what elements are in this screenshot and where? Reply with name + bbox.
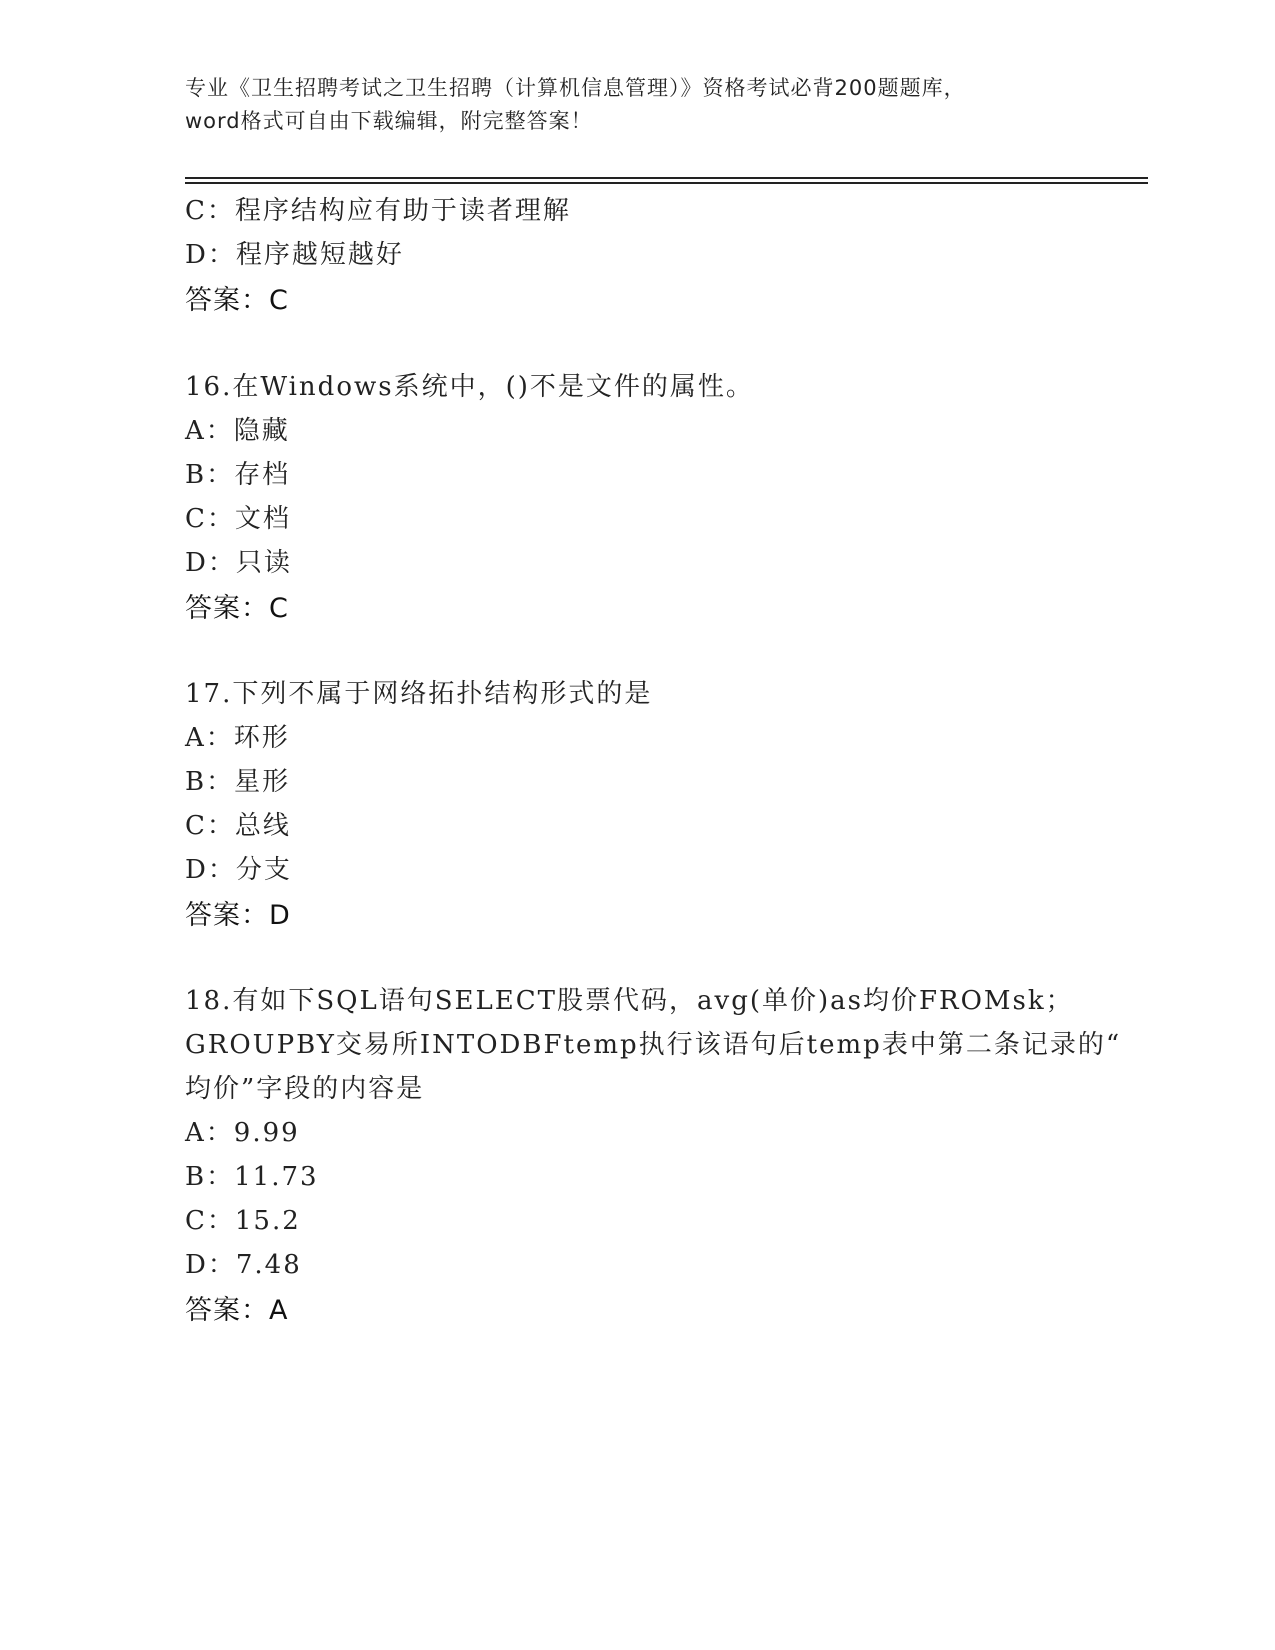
header-title-line-2: word格式可自由下载编辑，附完整答案！ bbox=[185, 109, 593, 133]
q16-option-b: B：存档 bbox=[185, 460, 291, 490]
q18-question-line-1: 18.有如下SQL语句SELECT股票代码，avg(单价)as均价FROMsk； bbox=[185, 986, 1074, 1016]
header-divider-top bbox=[185, 177, 1148, 179]
q18-option-c: C：15.2 bbox=[185, 1206, 301, 1236]
q18-option-b: B：11.73 bbox=[185, 1162, 319, 1192]
q18-option-a: A：9.99 bbox=[185, 1118, 300, 1148]
q18-answer: 答案：A bbox=[185, 1295, 289, 1326]
q17-answer: 答案：D bbox=[185, 900, 291, 931]
q15-answer: 答案：C bbox=[185, 285, 289, 316]
q16-option-d: D：只读 bbox=[185, 548, 292, 578]
document-header bbox=[185, 72, 1085, 138]
q17-question: 17.下列不属于网络拓扑结构形式的是 bbox=[185, 679, 653, 709]
q18-question-line-2: GROUPBY交易所INTODBFtemp执行该语句后temp表中第二条记录的“ bbox=[185, 1030, 1122, 1060]
q18-question-line-3: 均价”字段的内容是 bbox=[185, 1074, 425, 1104]
q16-answer: 答案：C bbox=[185, 593, 289, 624]
q16-option-a: A：隐藏 bbox=[185, 416, 290, 446]
q17-option-d: D：分支 bbox=[185, 855, 292, 885]
header-divider-bottom bbox=[185, 182, 1148, 184]
header-title-line-1: 专业《卫生招聘考试之卫生招聘（计算机信息管理）》资格考试必背200题题库， bbox=[185, 76, 966, 100]
q16-option-c: C：文档 bbox=[185, 504, 291, 534]
q15-option-d: D：程序越短越好 bbox=[185, 240, 404, 270]
q17-option-a: A：环形 bbox=[185, 723, 290, 753]
q15-option-c: C：程序结构应有助于读者理解 bbox=[185, 196, 571, 226]
q17-option-b: B：星形 bbox=[185, 767, 291, 797]
q16-question: 16.在Windows系统中，()不是文件的属性。 bbox=[185, 372, 754, 402]
q18-option-d: D：7.48 bbox=[185, 1250, 302, 1280]
q17-option-c: C：总线 bbox=[185, 811, 291, 841]
